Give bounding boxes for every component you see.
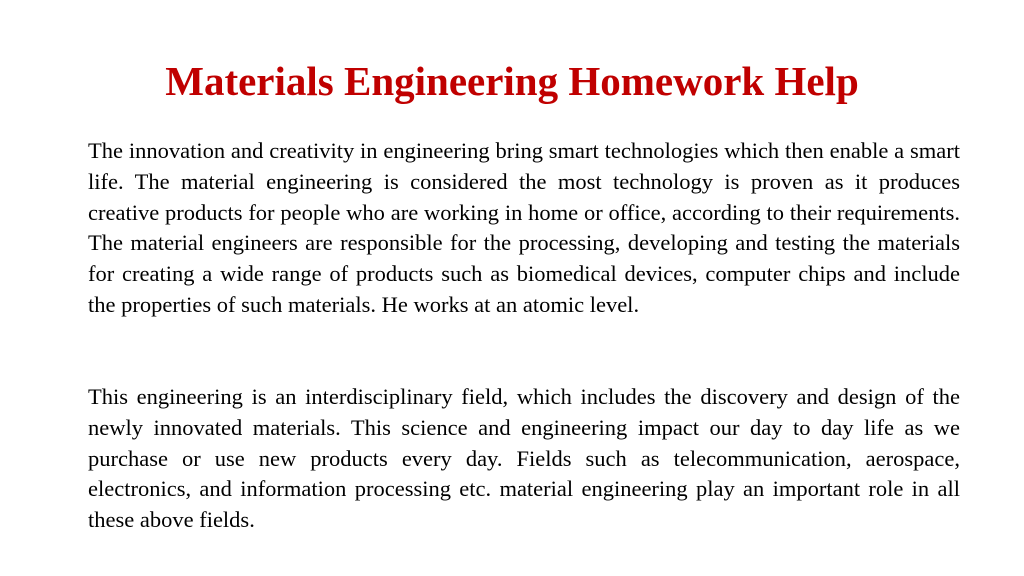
slide-title: Materials Engineering Homework Help — [165, 58, 859, 104]
paragraph-interdisciplinary: This engineering is an interdisciplinary field, which includes the discovery and design of the newly innovated materials. This science and engineering impact our day to day life as we purchase or use new products every day. Fields such as telecommunication, aerospace, electronics, and information processing etc. material engineering play an important role in all these above fields. — [88, 384, 960, 533]
paragraph-intro: The innovation and creativity in engineering bring smart technologies which then enable a smart life. The material engineering is considered the most technology is proven as it produces creative products for people who are working in home or office, according to their requirements. The material engineers are responsible for the processing, developing and testing the materials for creating a wide range of products such as biomedical devices, computer chips and include the properties of such materials. He works at an atomic level. — [88, 138, 960, 317]
